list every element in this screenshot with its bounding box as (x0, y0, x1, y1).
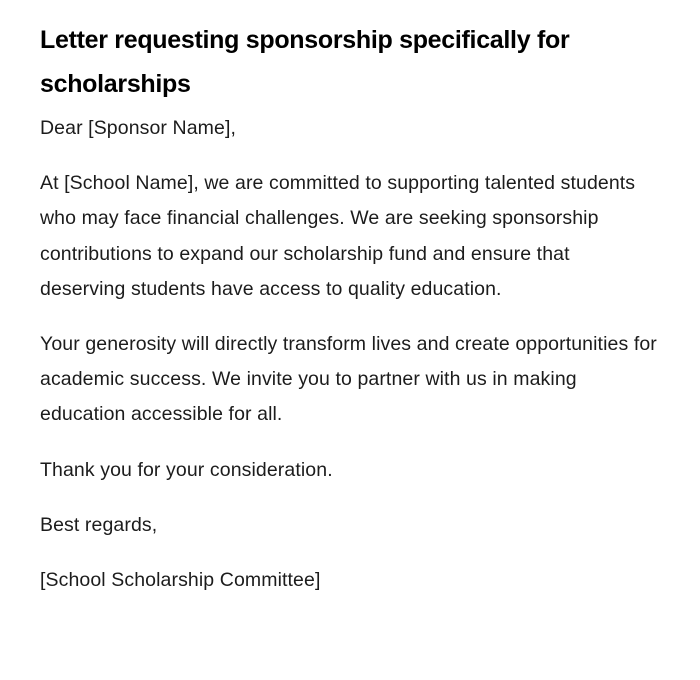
signature: [School Scholarship Committee] (40, 569, 321, 592)
salutation: Dear [Sponsor Name], (40, 117, 237, 139)
letter-document (40, 18, 660, 618)
letter-title: Letter requesting sponsorship specifically for scholarships (40, 26, 570, 98)
body-paragraph-thanks: Thank you for your consideration. (40, 458, 333, 481)
body-paragraph-appeal: Your generosity will directly transform lives and create opportunities for academic success. We invite you to partner with us in making education accessible for all. (40, 333, 657, 426)
body-paragraph-intro: At [School Name], we are committed to supporting talented students who may face financial challenges. We are seeking sponsorship contributions to expand our scholarship fund and ensure that deserving students have access to quality education. (40, 172, 636, 300)
closing: Best regards, (40, 513, 158, 536)
